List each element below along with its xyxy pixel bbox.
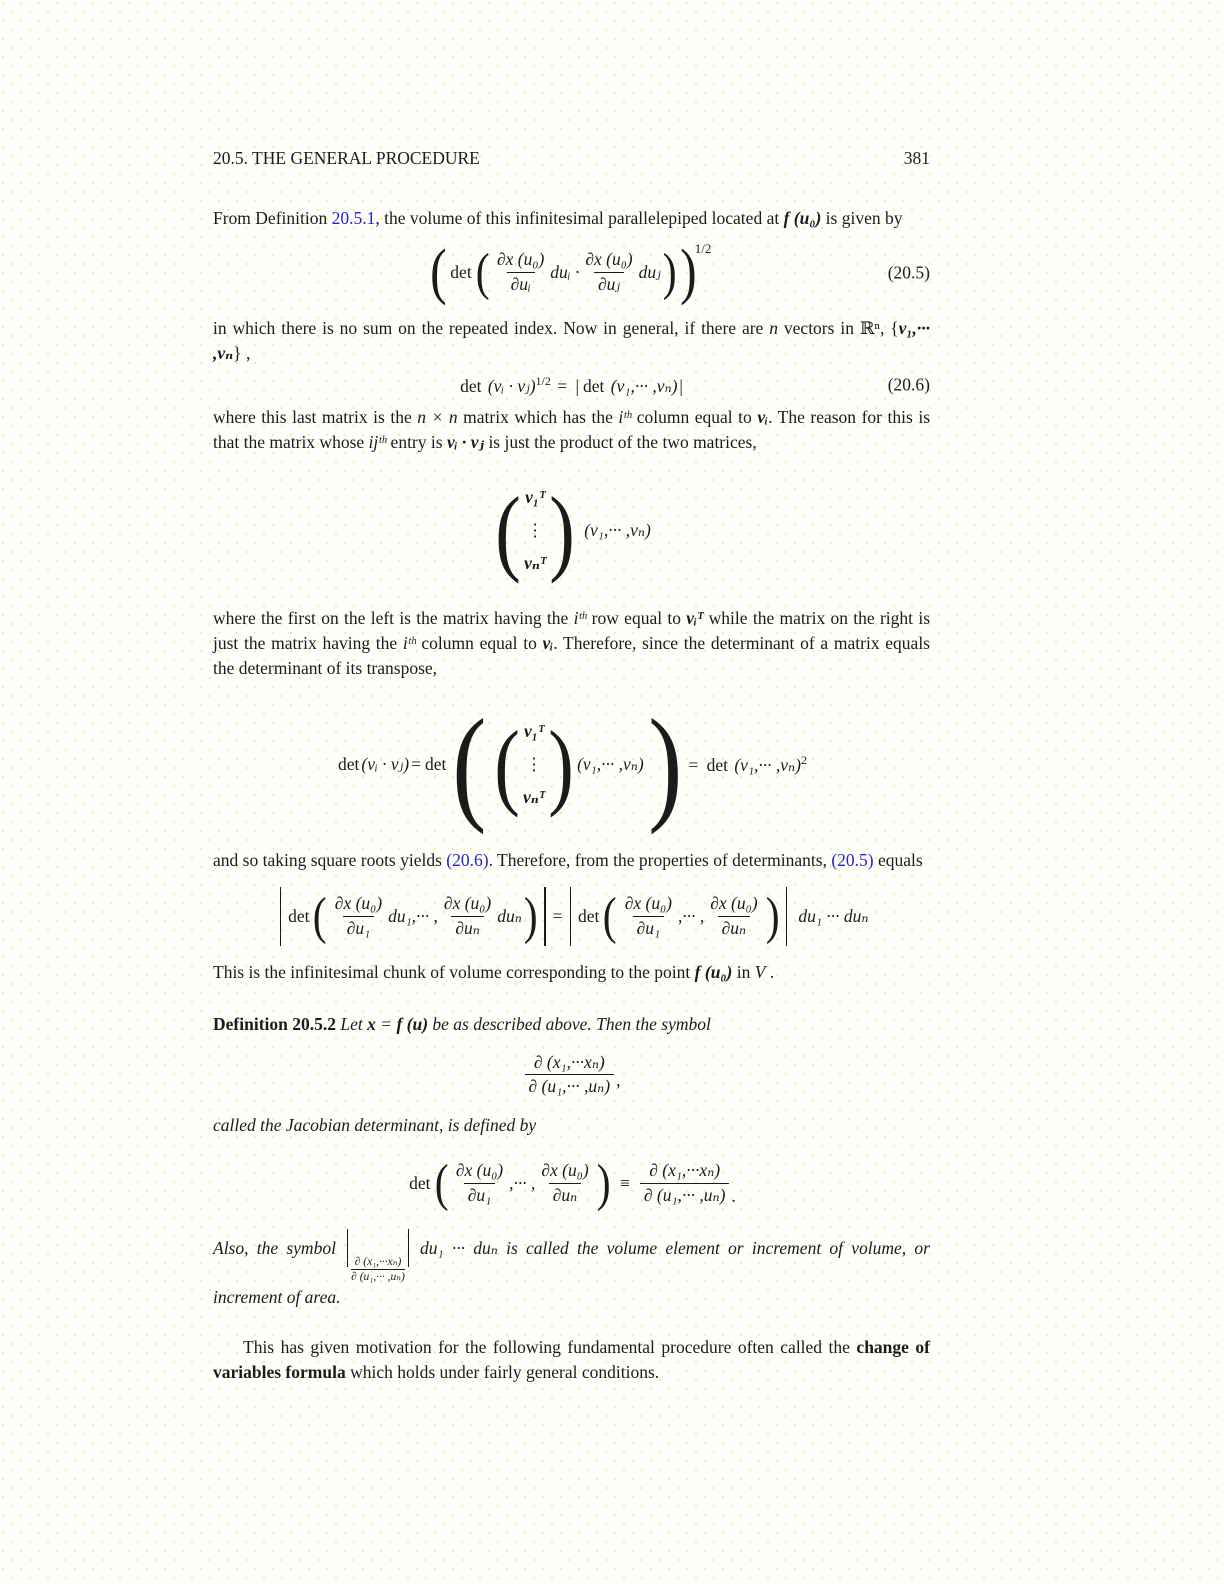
period: . (731, 1186, 736, 1207)
equation-20-6 (213, 374, 930, 397)
abs-bar (570, 887, 572, 946)
partial-fraction: $\frac{\text{∂x (u₀)}}{\text{∂uₙ}}$ (443, 893, 492, 938)
text-run: = (375, 1013, 397, 1034)
text-run: ijᵗʰ (368, 431, 387, 452)
matrix-column (523, 721, 545, 808)
abs-bar (408, 1229, 409, 1267)
equation-det-identity: det (vᵢ · vⱼ) = det ( ( v₁ᵀ ⋮ vₙᵀ ) (v₁,··· ,vₙ) ) = $\det (v_1,\cdot\cdot\cdot ,v_n)^2$ (213, 691, 930, 838)
text-run: and so taking square roots yields (213, 849, 447, 870)
right-paren-outer: ) (680, 238, 697, 306)
text-run: n (769, 318, 778, 338)
matrix-row: vₙᵀ (524, 552, 547, 573)
cross-reference-link[interactable]: (20.5) (831, 849, 874, 870)
abs-bar (544, 887, 546, 946)
equals-sign: = (552, 905, 563, 926)
text-run: x (367, 1013, 376, 1034)
row-vector: (v₁,··· ,vₙ) (577, 753, 644, 774)
paragraph-volume-element (213, 1229, 930, 1311)
left-paren: ( (313, 887, 328, 945)
matrix-row: v₁ᵀ (523, 720, 545, 741)
partial-fraction: $\frac{\text{∂x (u₀)}}{\text{∂uₙ}}$ (710, 893, 758, 938)
left-paren-outer: ( (429, 238, 447, 306)
dots: ,··· , (678, 905, 705, 926)
text-run: in (732, 961, 755, 982)
text-run: change of variables formula (213, 1337, 930, 1383)
text-run: called the Jacobian determinant, is defined by (213, 1115, 537, 1136)
text-run: v₁,··· ,vₙ (213, 318, 931, 363)
text-run: vectors in ℝⁿ, { (778, 318, 899, 338)
text-run: } , (233, 343, 251, 363)
text-run: iᵗʰ (618, 406, 632, 427)
text-run: iᵗʰ (402, 632, 416, 653)
paragraph-change-of-variables (213, 1335, 930, 1385)
cross-reference-link[interactable]: 20.5.1 (331, 208, 376, 228)
cross-reference-link[interactable]: (20.6) (446, 849, 489, 870)
right-paren-outermost: ) (647, 692, 683, 835)
equation-number: (20.6) (887, 374, 930, 395)
abs-bar: | (679, 375, 683, 396)
section-title: 20.5. THE GENERAL PROCEDURE (213, 148, 480, 168)
abs-bar (347, 1229, 348, 1267)
text-run: is just the product of the two matrices, (484, 431, 757, 452)
text-run: . Therefore, from the properties of determinants, (488, 849, 832, 870)
jacobian-symbol-display (213, 1053, 930, 1097)
dots: ,··· , (509, 1173, 536, 1194)
text-run: iᵗʰ (573, 607, 587, 628)
text-run: column equal to (631, 406, 758, 427)
equiv-sign: ≡ (620, 1173, 630, 1194)
du-product: du₁ ··· duₙ (798, 905, 869, 926)
text-run: This has given motivation for the following fundamental procedure often called the (243, 1337, 857, 1358)
rhs-group: = $\det (v_1,\cdot\cdot\cdot ,v_n)^2$ (688, 752, 807, 775)
jacobian-fraction: $\frac{\text{∂ (x₁,···xₙ)}}{\text{∂ (u₁,··· ,uₙ)}}$ (640, 1161, 730, 1205)
text-run: vᵢ · vⱼ (446, 431, 485, 452)
exponent-two: 2 (800, 752, 807, 767)
det-operator: det (425, 753, 447, 774)
paragraph-square-roots (213, 848, 930, 873)
matrix-column (524, 487, 546, 574)
text-run: vᵢ (542, 632, 554, 653)
right-paren-matrix: ) (548, 710, 574, 818)
right-paren: ) (765, 887, 780, 945)
text-run: vᵢᵀ (686, 607, 704, 628)
equation-number: (20.5) (887, 262, 930, 282)
text-run: where this last matrix is the (213, 406, 418, 427)
jacobian-fraction: $\frac{\text{∂ (x₁,···xₙ)}}{\text{∂ (u₁,··· ,uₙ)}}$ (525, 1053, 615, 1097)
page-header (213, 148, 930, 169)
equation-body: det (vᵢ · vⱼ)$^{1/2}$ = | det (v₁,··· ,vₙ) | (460, 374, 683, 396)
text-run: entry is (386, 431, 447, 452)
text-run: . (765, 961, 775, 982)
du-term: du₁,··· , (388, 905, 438, 926)
text-run: row equal to (586, 607, 687, 628)
det-operator: det (338, 753, 360, 774)
text-run: column equal to (415, 632, 543, 653)
text-run: This is the infinitesimal chunk of volume corresponding to the point (213, 961, 695, 982)
matrix-row: v₁ᵀ (525, 486, 546, 507)
det-operator: det (409, 1173, 431, 1194)
exponent-half: 1/2 (535, 374, 551, 388)
text-run: while the matrix on the right is just the matrix having the (213, 607, 931, 653)
right-paren-matrix: ) (549, 476, 576, 584)
left-paren-outermost: ( (452, 692, 487, 835)
text-run: which holds under fairly general conditions. (345, 1362, 660, 1383)
abs-bar: | (575, 375, 580, 396)
text-run: equals (873, 849, 923, 870)
partial-fraction: $\frac{\text{∂x (u₀)}}{\text{∂u₁}}$ (624, 893, 672, 938)
text-run: Also, the symbol (213, 1238, 345, 1259)
left-paren: ( (434, 1155, 449, 1213)
paragraph-jacobian-called (213, 1113, 930, 1138)
abs-bar (786, 887, 788, 946)
definition-20-5-2 (213, 1012, 930, 1037)
text-run: is given by (821, 208, 903, 228)
vertical-dots: ⋮ (526, 519, 544, 540)
vertical-dots: ⋮ (525, 753, 543, 774)
paragraph-no-sum (213, 316, 930, 366)
text-run: V (754, 961, 766, 982)
du-term: duᵢ · (550, 262, 580, 282)
text-run: . The reason for this is that the matrix whose (213, 406, 931, 452)
text-run: . Therefore, since the determinant of a matrix equals the determinant of its transpose, (213, 632, 930, 678)
left-paren-matrix: ( (494, 710, 520, 818)
text-run: Let (340, 1013, 368, 1034)
matrix-product-display (213, 475, 930, 586)
du-term: duₙ (497, 905, 522, 926)
det-operator: det (578, 905, 600, 926)
exponent-half: 1/2 (694, 241, 712, 256)
partial-fraction: $\frac{\text{∂x (u₀)}}{\text{∂u₁}}$ (334, 893, 383, 938)
text-run: be as described above. Then the symbol (428, 1013, 711, 1034)
du-product: du₁ ··· duₙ (411, 1238, 498, 1259)
text-run: f (u) (396, 1013, 429, 1034)
left-paren-matrix: ( (495, 476, 521, 584)
text-run: n × n (417, 406, 458, 427)
matrix-row: vₙᵀ (523, 786, 546, 807)
du-term: duⱼ (638, 262, 661, 282)
text-run: where the first on the left is the matrix having the (213, 607, 574, 628)
text-run: matrix which has the (457, 406, 619, 427)
page-number: 381 (903, 148, 930, 168)
paragraph-intro (213, 206, 930, 231)
text-run: in which there is no sum on the repeated index. Now in general, if there are (213, 318, 770, 338)
paragraph-last-matrix (213, 405, 930, 455)
row-vector: (v₁,··· ,vₙ) (584, 519, 651, 540)
text-run: f (u₀) (783, 208, 822, 228)
text-run: Definition 20.5.2 (213, 1013, 336, 1034)
abs-bar (280, 887, 282, 946)
equation-jacobian-def (213, 1154, 930, 1213)
left-paren: ( (603, 887, 617, 945)
partial-fraction: $\frac{\text{∂x (u₀)}}{\text{∂u₁}}$ (455, 1160, 504, 1206)
right-paren: ) (523, 887, 538, 945)
text-run: , the volume of this infinitesimal parallelepiped located at (375, 208, 784, 228)
text-run: From Definition (213, 208, 332, 228)
arg: (vᵢ · vⱼ) (361, 753, 410, 774)
left-paren-inner: ( (475, 244, 490, 301)
text-run: vᵢ (757, 406, 769, 427)
paragraph-infinitesimal-chunk (213, 960, 930, 985)
det-operator: det (706, 754, 733, 775)
partial-fraction: $\frac{\text{∂x (u₀)}}{\text{∂uᵢ}}$ (497, 249, 545, 294)
partial-fraction: $\frac{\text{∂x (u₀)}}{\text{∂uⱼ}}$ (585, 249, 633, 294)
det-operator: det (288, 905, 310, 926)
equation-abs-det (213, 887, 930, 946)
text-run: is called the volume element or increment of volume, or increment of area. (213, 1238, 930, 1308)
paragraph-first-on-left (213, 606, 930, 681)
right-paren: ) (596, 1155, 611, 1213)
partial-fraction: $\frac{\text{∂x (u₀)}}{\text{∂uₙ}}$ (541, 1160, 589, 1206)
right-paren-inner: ) (662, 244, 677, 301)
inline-jacobian-fraction: $\frac{\text{∂ (x₁,···xₙ)}}{\text{∂ (u₁,··· ,uₙ)}}$ (351, 1256, 405, 1284)
equation-20-5 (213, 237, 930, 308)
page-content (213, 148, 930, 1385)
text-run: f (u₀) (694, 961, 733, 982)
det-operator: det (450, 262, 472, 282)
comma: , (616, 1070, 621, 1091)
